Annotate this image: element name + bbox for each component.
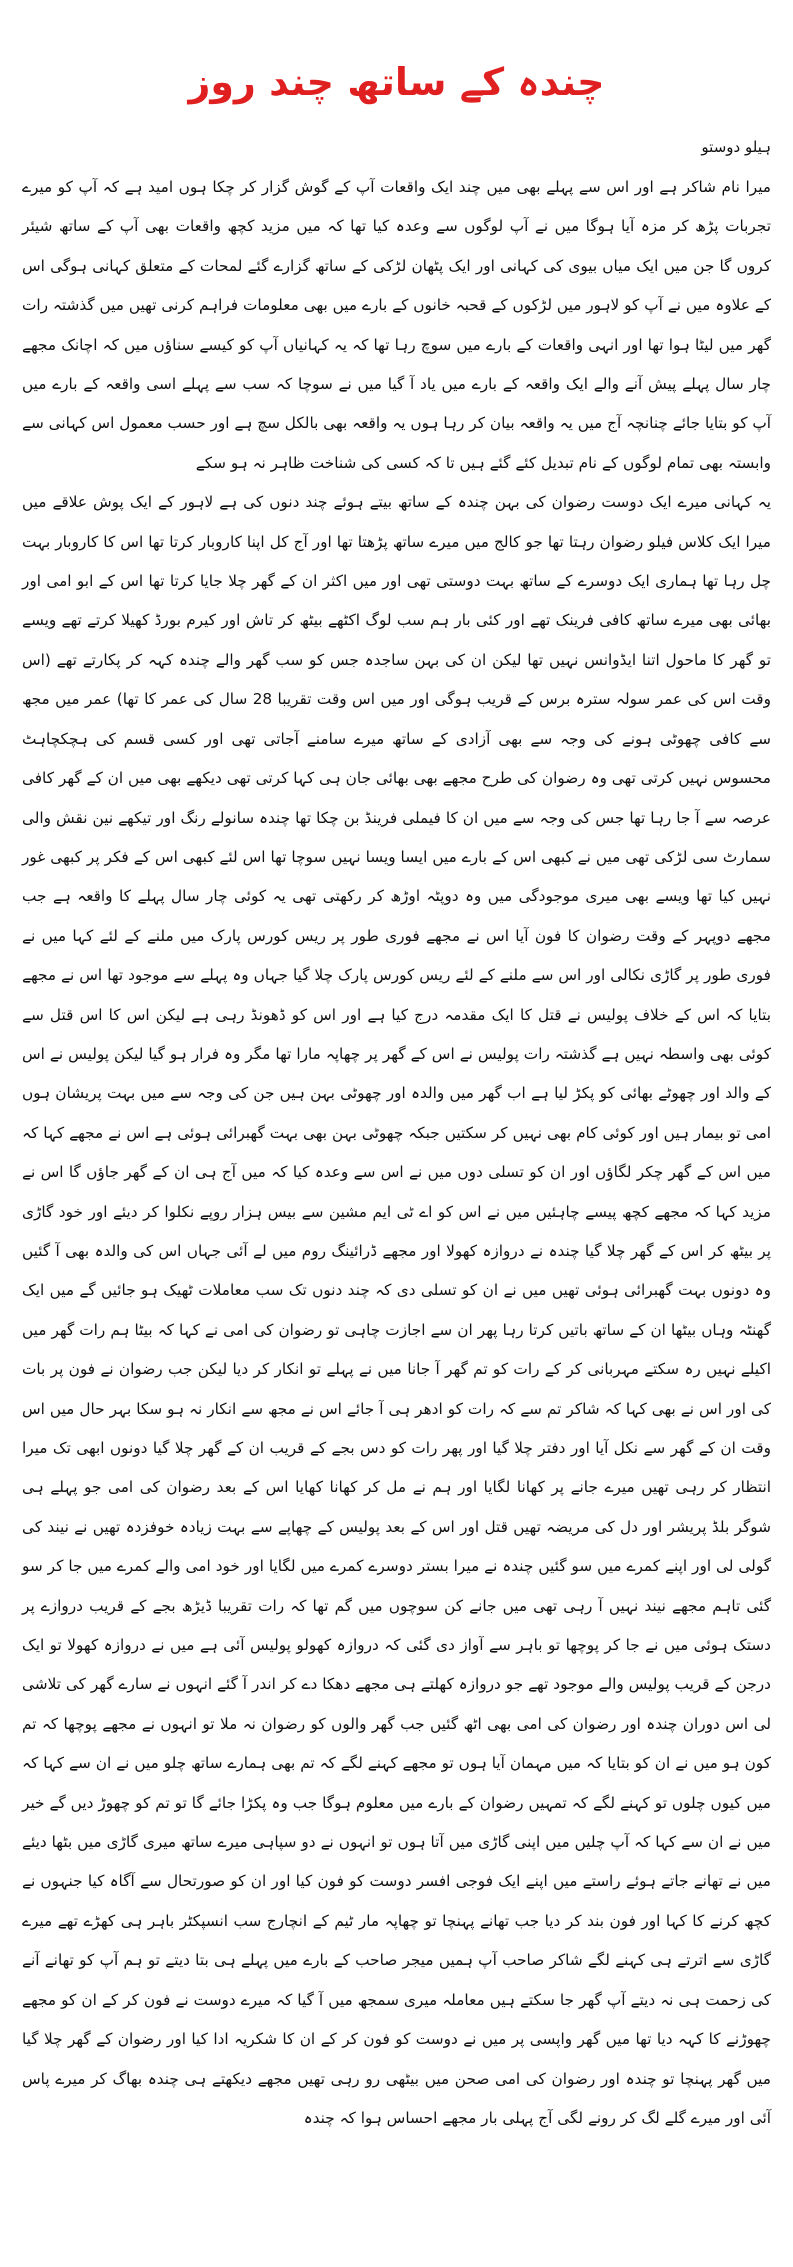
- paragraph-2: یہ کہانی میرے ایک دوست رضوان کی بہن چندہ کے ساتھ بیتے ہوئے چند دنوں کی ہے لاہور کے ایک پوش علاقے میں میرا ایک کلاس فیلو رضوان رہتا تھا جو کالج میں میرے ساتھ پڑھتا تھا اور آج کل اپنا کاروبار کرتا تھا اس کا کاروبار بہت چل رہا تھا ہماری ایک دوسرے کے ساتھ بہت دوستی تھی اور میں اکثر ان کے گھر چلا جایا کرتا تھا اس کے ابو امی اور بھائی بھی میرے ساتھ کافی فرینک تھے اور کئی بار ہم سب لوگ اکٹھے بیٹھ کر تاش اور کیرم بورڈ کھیلا کرتے تھے ویسے تو گھر کا ماحول اتنا ایڈوانس نہیں تھا لیکن ان کی بہن ساجدہ جس کو سب گھر والے چندہ کہہ کر پکارتے تھے (اس وقت اس کی عمر سولہ سترہ برس کے قریب ہوگی اور میں اس وقت تقریبا 28 سال کی عمر کا تھا) عمر میں مجھ سے کافی چھوٹی ہونے کی وجہ سے بھی آزادی کے ساتھ میرے سامنے آجاتی تھی اور کسی قسم کی ہچکچاہٹ محسوس نہیں کرتی تھی وہ رضوان کی طرح مجھے بھی بھائی جان ہی کہا کرتی تھی دیکھے بھی میں ان کے گھر کافی عرصہ سے آ جا رہا تھا جس کی وجہ سے میں ان کا فیملی فرینڈ بن چکا تھا چندہ سانولے رنگ اور تیکھے نین نقش والی سمارٹ سی لڑکی تھی میں نے کبھی اس کے بارے میں ایسا ویسا نہیں سوچا تھا اس لئے کبھی اس کے فکر پر کبھی غور نہیں کیا تھا ویسے بھی میری موجودگی میں وہ دوپٹہ اوڑھ کر رکھتی تھی یہ کوئی چار سال پہلے کا واقعہ ہے جب مجھے دوپہر کے وقت رضوان کا فون آیا اس نے مجھے فوری طور پر ریس کورس پارک میں ملنے کے لئے کہا میں نے فوری طور پر گاڑی نکالی اور اس سے ملنے کے لئے ریس کورس پارک چلا گیا جہاں وہ پہلے سے موجود تھا اس نے مجھے بتایا کہ اس کے خلاف پولیس نے قتل کا ایک مقدمہ درج کیا ہے اور اس کو ڈھونڈ رہی ہے لیکن اس کا اس قتل سے کوئی بھی واسطہ نہیں ہے گذشتہ رات پولیس نے اس کے گھر پر چھاپہ مارا تھا مگر وہ فرار ہو گیا لیکن پولیس نے اس کے والد اور چھوٹے بھائی کو پکڑ لیا ہے اب گھر میں والدہ اور چھوٹی بہن ہیں جن کی وجہ سے میں بہت پریشان ہوں امی تو بیمار ہیں اور کوئی کام بھی نہیں کر سکتیں جبکہ چھوٹی بہن بھی بہت گھبرائی ہوئی ہے اس نے مجھے کہا کہ میں اس کے گھر چکر لگاؤں اور ان کو تسلی دوں میں نے اس سے وعدہ کیا کہ میں آج ہی ان کے گھر جاؤں گا اس نے مزید کہا کہ مجھے کچھ پیسے چاہئیں میں نے اس کو اے ٹی ایم مشین سے بیس ہزار روپے نکلوا کر دیئے اور خود گاڑی پر بیٹھ کر اس کے گھر چلا گیا چندہ نے دروازہ کھولا اور مجھے ڈرائینگ روم میں لے آئی جہاں اس کی والدہ بھی آ گئیں وہ دونوں بہت گھبرائی ہوئی تھیں میں نے ان کو تسلی دی کہ چند دنوں تک سب معاملات ٹھیک ہو جائیں گے میں ایک گھنٹہ وہاں بیٹھا ان کے ساتھ باتیں کرتا رہا پھر ان سے اجازت چاہی تو رضوان کی امی نے کہا کہ بیٹا ہم رات گھر میں اکیلے نہیں رہ سکتے مہربانی کر کے رات کو تم گھر آ جانا میں نے پہلے تو انکار کر دیا لیکن جب رضوان نے فون پر بات کی اور اس نے بھی کہا کہ شاکر تم سے کہ رات کو ادھر ہی آ جائے اس نے مجھ سے انکار نہ ہو سکا بہر حال میں اس وقت ان کے گھر سے نکل آیا اور دفتر چلا گیا اور پھر رات کو دس بجے کے قریب ان کے گھر چلا گیا دونوں ابھی تک میرا انتظار کر رہی تھیں میرے جانے پر کھانا لگایا اور ہم نے مل کر کھانا کھایا اس کے بعد رضوان کی امی جو پہلے ہی شوگر بلڈ پریشر اور دل کی مریضہ تھیں قتل اور اس کے بعد پولیس کے چھاپے سے بہت زیادہ خوفزدہ تھیں نے نیند کی گولی لی اور اپنے کمرے میں سو گئیں چندہ نے میرا بستر دوسرے کمرے میں لگایا اور خود امی والے کمرے میں جا کر سو گئی تاہم مجھے نیند نہیں آ رہی تھی میں جانے کن سوچوں میں گم تھا کہ رات تقریبا ڈیڑھ بجے کے قریب دروازے پر دستک ہوئی میں نے جا کر پوچھا تو باہر سے آواز دی گئی کہ دروازہ کھولو پولیس آئی ہے میں نے دروازہ کھولا تو ایک درجن کے قریب پولیس والے موجود تھے جو دروازہ کھلتے ہی مجھے دھکا دے کر اندر آ گئے انہوں نے سارے گھر کی تلاشی لی اس دوران چندہ اور رضوان کی امی بھی اٹھ گئیں جب گھر والوں کو رضوان نہ ملا تو انہوں نے مجھے پوچھا کہ تم کون ہو میں نے ان کو بتایا کہ میں مہمان آیا ہوں تو مجھے کہنے لگے کہ تم بھی ہمارے ساتھ چلو میں نے ان سے کہا کہ میں کیوں چلوں تو کہنے لگے کہ تمہیں رضوان کے بارے میں معلوم ہوگا جب وہ پکڑا جائے گا تو تم کو چھوڑ دیں گے خیر میں نے ان سے کہا کہ آپ چلیں میں اپنی گاڑی میں آتا ہوں تو انہوں نے دو سپاہی میرے ساتھ میری گاڑی میں بٹھا دیئے میں نے تھانے جاتے ہوئے راستے میں اپنے ایک فوجی افسر دوست کو فون کیا اور ان کو صورتحال سے آگاہ کیا جنہوں نے کچھ کرنے کا کہا اور فون بند کر دیا جب تھانے پہنچا تو چھاپہ مار ٹیم کے انچارج سب انسپکٹر باہر ہی کھڑے تھے میرے گاڑی سے اترتے ہی کہنے لگے شاکر صاحب آپ ہمیں میجر صاحب کے بارے میں پہلے ہی بتا دیتے تو ہم آپ کو تھانے آنے کی زحمت ہی نہ دیتے آپ گھر جا سکتے ہیں معاملہ میری سمجھ میں آ گیا کہ میرے دوست نے فون کر کے ان کو مجھے چھوڑنے کا کہہ دیا تھا میں گھر واپسی پر میں نے دوست کو فون کر کے ان کا شکریہ ادا کیا اور رضوان کے گھر چلا گیا میں گھر پہنچا تو چندہ اور رضوان کی امی صحن میں بیٹھی رو رہی تھیں مجھے دیکھتے ہی چندہ بھاگ کر میرے پاس آئی اور میرے گلے لگ کر رونے لگی آج پہلی بار مجھے احساس ہوا کہ چندہ: [22, 493, 771, 2127]
- paragraph-1: میرا نام شاکر ہے اور اس سے پہلے بھی میں چند ایک واقعات آپ کے گوش گزار کر چکا ہوں امید ہے کہ آپ کو میرے تجربات پڑھ کر مزہ آیا ہوگا میں نے آپ لوگوں سے وعدہ کیا تھا کہ میں مزید کچھ واقعات بھی آپ کے ساتھ شیئر کروں گا جن میں ایک میاں بیوی کی کہانی اور ایک پٹھان لڑکی کے ساتھ گزارے گئے لمحات کے متعلق کہانی ہوگی اس کے علاوہ میں نے آپ کو لاہور میں لڑکوں کے قحبہ خانوں کے بارے میں بھی معلومات فراہم کرنی تھیں میں گذشتہ رات گھر میں لیٹا ہوا تھا اور انہی واقعات کے بارے میں سوچ رہا تھا کہ یہ کہانیاں آپ کو کیسے سناؤں میں کہ اچانک مجھے چار سال پہلے پیش آنے والے ایک واقعہ کے بارے میں یاد آ گیا میں نے سوچا کہ سب سے پہلے اسی واقعہ کے بارے میں آپ کو بتایا جائے چنانچہ آج میں یہ واقعہ بیان کر رہا ہوں یہ واقعہ بھی بالکل سچ ہے اور حسب معمول اس کہانی سے وابستہ بھی تمام لوگوں کے نام تبدیل کئے گئے ہیں تا کہ کسی کی شناخت ظاہر نہ ہو سکے: [22, 178, 771, 472]
- story-title: چندہ کے ساتھ چند روز: [188, 60, 605, 104]
- greeting-line: ہیلو دوستو: [701, 138, 771, 156]
- story-body: [22, 168, 771, 2138]
- document-page: [22, 0, 771, 2267]
